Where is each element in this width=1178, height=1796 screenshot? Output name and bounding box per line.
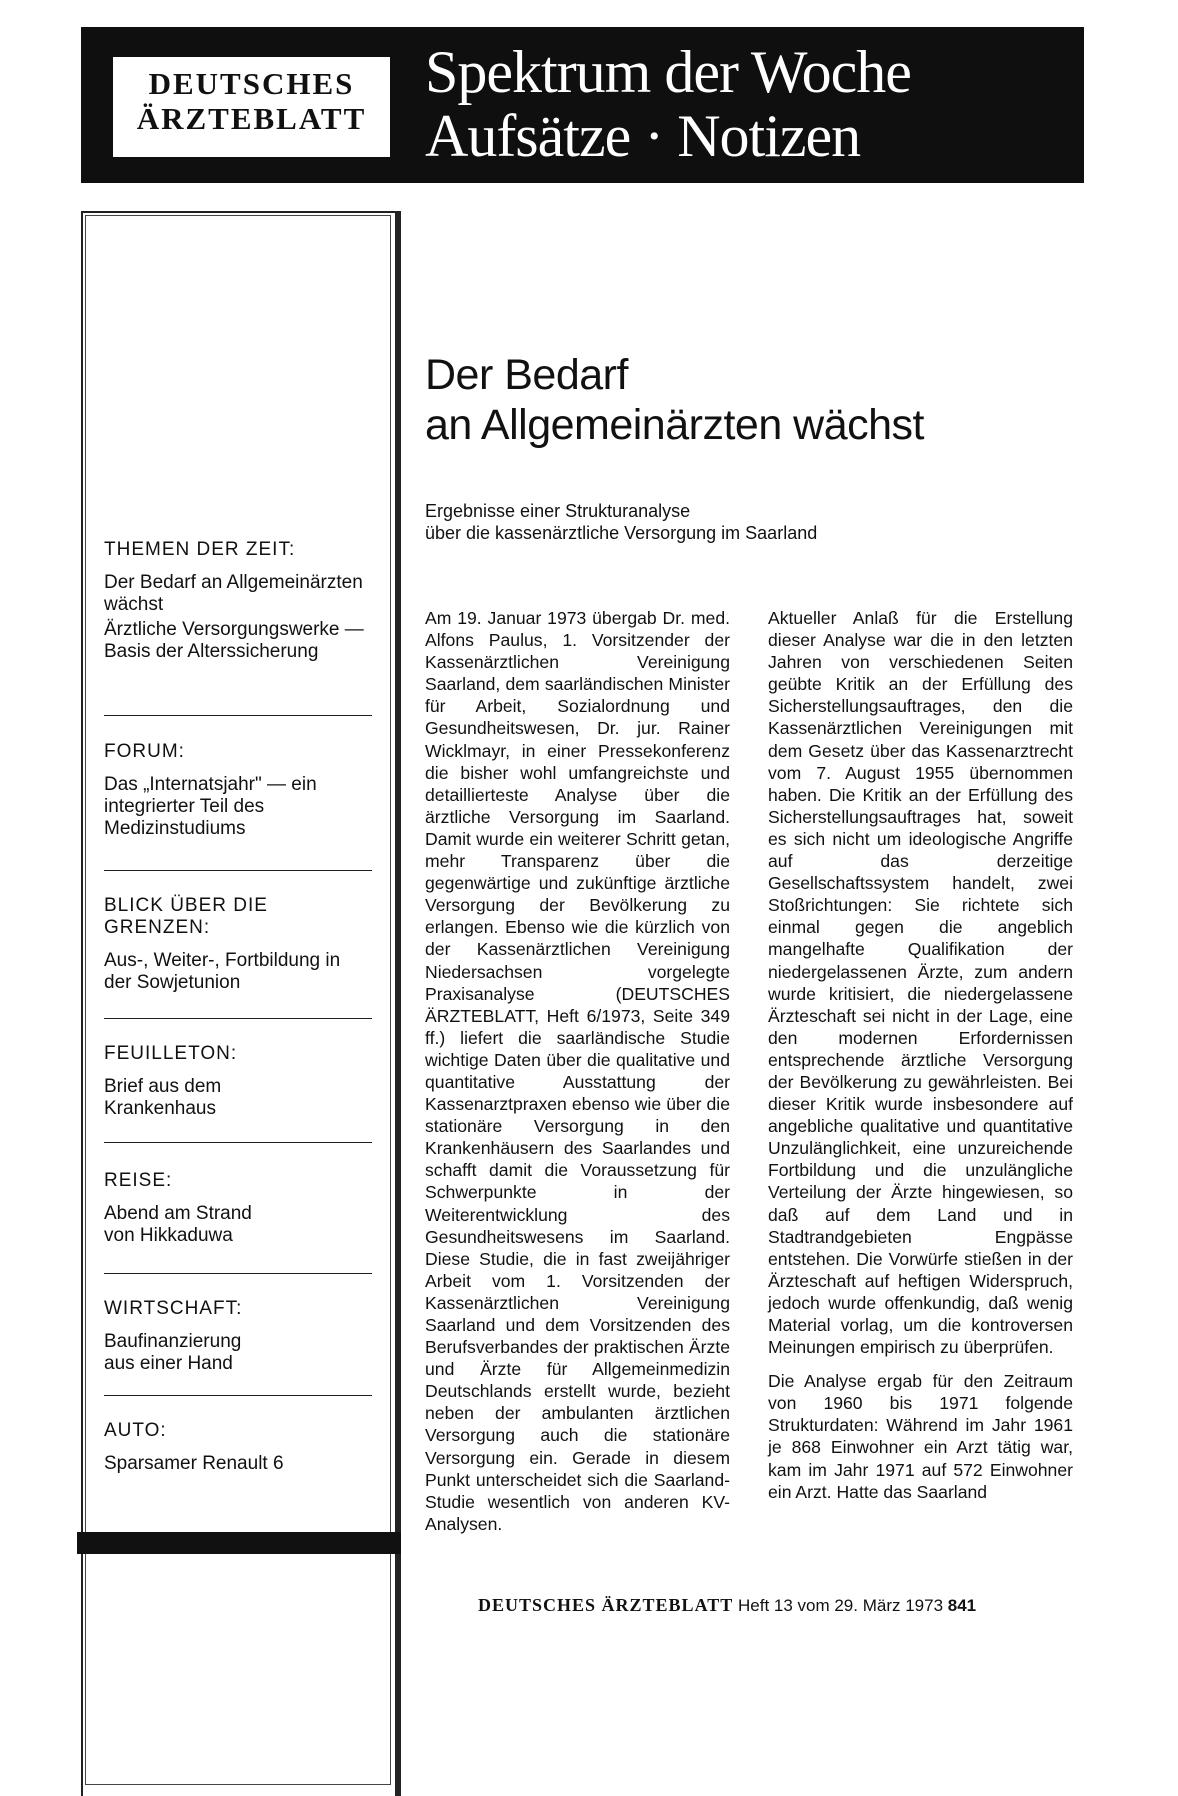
toc-item[interactable]: Baufinanzierung aus einer Hand bbox=[104, 1331, 242, 1374]
toc-divider bbox=[104, 1395, 372, 1396]
toc-divider bbox=[104, 1142, 372, 1143]
sidebar-bottom-bar bbox=[77, 1532, 401, 1554]
toc-group-themen bbox=[104, 539, 380, 666]
toc-item[interactable]: Das „Internatsjahr" — ein integrierter Teil des Medizinstudiums bbox=[104, 774, 317, 839]
page-number: 841 bbox=[947, 1596, 977, 1615]
article-title-line-1: Der Bedarf bbox=[425, 351, 628, 399]
section-title-line-1: Spektrum der Woche bbox=[425, 39, 911, 105]
toc-item[interactable]: Sparsamer Renault 6 bbox=[104, 1453, 284, 1474]
footer-issue: Heft 13 vom 29. März 1973 bbox=[737, 1596, 944, 1615]
section-title bbox=[425, 40, 911, 168]
toc-section-label: FEUILLETON: bbox=[104, 1043, 238, 1064]
toc-section-label: AUTO: bbox=[104, 1420, 167, 1441]
article-title-line-2: an Allgemeinärzten wächst bbox=[425, 401, 925, 449]
toc-item[interactable]: Abend am Strand von Hikkaduwa bbox=[104, 1203, 252, 1246]
toc-item[interactable]: Ärztliche Versorgungswerke — Basis der Alterssicherung bbox=[104, 619, 364, 662]
article-paragraph: Am 19. Januar 1973 übergab Dr. med. Alfons Paulus, 1. Vorsitzender der Kassenärztlichen Vereinigung Saarland, dem saarländischen Minister für Arbeit, Sozialordnung und Gesundheitswesen, Dr. jur. Rainer Wicklmayr, in einer Pressekonferenz die bisher wohl umfangreichste und detaillierteste Analyse über die ärztliche Versorgung im Saarland. Damit wurde ein weiterer Schritt getan, mehr Transparenz über die gegenwärtige und zukünftige ärztliche Versorgung der Bevölkerung zu erlangen. Ebenso wie die kürzlich von der Kassenärztlichen Vereinigung Niedersachsen vorgelegte Praxisanalyse (DEUTSCHES ÄRZTEBLATT, Heft 6/1973, Seite 349 ff.) liefert die saarländische Studie wichtige Daten über die qualitative und quantitative Ausstattung der Kassenarztpraxen ebenso wie über die stationäre Versorgung in den Krankenhäusern des Saarlandes und schafft damit die Voraussetzung für Schwerpunkte in der Weiterentwicklung des Gesundheitswesens im Saarland. Diese Studie, die in fast zweijähriger Arbeit vom 1. Vorsitzenden der Kassenärztlichen Vereinigung Saarland und dem Vorsitzenden des Berufsverbandes der praktischen Ärzte und Ärzte für Allgemeinmedizin Deutschlands erstellt wurde, bezieht neben der ambulanten ärztlichen Versorgung auch die stationäre Versorgung ein. Gerade in diesem Punkt unterscheidet sich die Saarland-Studie wesentlich von anderen KV-Analysen. bbox=[425, 608, 730, 1534]
article-paragraph: Die Analyse ergab für den Zeitraum von 1960 bis 1971 folgende Strukturdaten: Während im Jahr 1961 je 868 Einwohner ein Arzt tätig war, kam im Jahr 1971 auf 572 Einwohner ein Arzt. Hatte das Saarland bbox=[768, 1371, 1073, 1502]
journal-logo bbox=[113, 57, 390, 157]
toc-group-feuilleton bbox=[104, 1043, 380, 1123]
toc-divider bbox=[104, 715, 372, 716]
toc-divider bbox=[104, 870, 372, 871]
article-subtitle-line-2: über die kassenärztliche Versorgung im Saarland bbox=[425, 523, 818, 543]
logo-line-1: DEUTSCHES bbox=[148, 66, 355, 101]
logo-line-2: ÄRZTEBLATT bbox=[136, 101, 367, 136]
toc-section-label: FORUM: bbox=[104, 741, 185, 762]
toc-group-reise bbox=[104, 1170, 380, 1250]
toc-item[interactable]: Der Bedarf an Allgemeinärzten wächst bbox=[104, 572, 363, 615]
toc-item[interactable]: Brief aus dem Krankenhaus bbox=[104, 1076, 222, 1119]
toc-group-blick bbox=[104, 895, 380, 997]
toc-group-auto bbox=[104, 1420, 380, 1478]
toc-divider bbox=[104, 1273, 372, 1274]
article-paragraph: Aktueller Anlaß für die Erstellung dieser Analyse war die in den letzten Jahren von verschiedenen Seiten geübte Kritik an der Erfüllung des Sicherstellungsauftrages, den die Kassenärztlichen Vereinigungen mit dem Gesetz über das Kassenarztrecht vom 7. August 1955 übernommen haben. Die Kritik an der Erfüllung des Sicherstellungsauftrages hat, soweit es sich nicht um ideologische Angriffe auf das derzeitige Gesellschaftssystem handelt, zwei Stoßrichtungen: Sie richtete sich einmal gegen die angeblich mangelhafte Qualifikation der niedergelassenen Ärzte, zum andern wurde kritisiert, die niedergelassene Ärzteschaft sei nicht in der Lage, eine den modernen Erfordernissen entsprechende ärztliche Versorgung der Bevölkerung zu gewährleisten. Bei dieser Kritik wurde insbesondere auf angebliche qualitative und quantitative Unzulänglichkeit, eine unzureichende Fortbildung und die unzulängliche Verteilung der Ärzte hingewiesen, so daß auf dem Land und in Stadtrandgebieten Engpässe entstehen. Die Vorwürfe stießen in der Ärzteschaft auf heftigen Widerspruch, jedoch wurde offenkundig, daß wenig Material vorlag, um die kontroversen Meinungen empirisch zu überprüfen. bbox=[768, 608, 1073, 1358]
toc-group-wirtschaft bbox=[104, 1298, 380, 1378]
toc-section-label: REISE: bbox=[104, 1170, 173, 1191]
toc-group-forum bbox=[104, 741, 380, 843]
toc-section-label: BLICK ÜBER DIE GRENZEN: bbox=[104, 895, 268, 938]
article-subtitle bbox=[425, 500, 817, 544]
toc-divider bbox=[104, 1018, 372, 1019]
section-title-line-2: Aufsätze · Notizen bbox=[425, 103, 861, 169]
page-footer bbox=[478, 1595, 976, 1616]
footer-brand: DEUTSCHES ÄRZTEBLATT bbox=[478, 1595, 734, 1615]
article-column-2 bbox=[768, 607, 1073, 1515]
article-subtitle-line-1: Ergebnisse einer Strukturanalyse bbox=[425, 501, 691, 521]
toc-section-label: WIRTSCHAFT: bbox=[104, 1298, 243, 1319]
toc-section-label: THEMEN DER ZEIT: bbox=[104, 539, 296, 560]
article-title bbox=[425, 350, 924, 450]
toc-item[interactable]: Aus-, Weiter-, Fortbildung in der Sowjetunion bbox=[104, 950, 341, 993]
article-column-1 bbox=[425, 607, 730, 1547]
